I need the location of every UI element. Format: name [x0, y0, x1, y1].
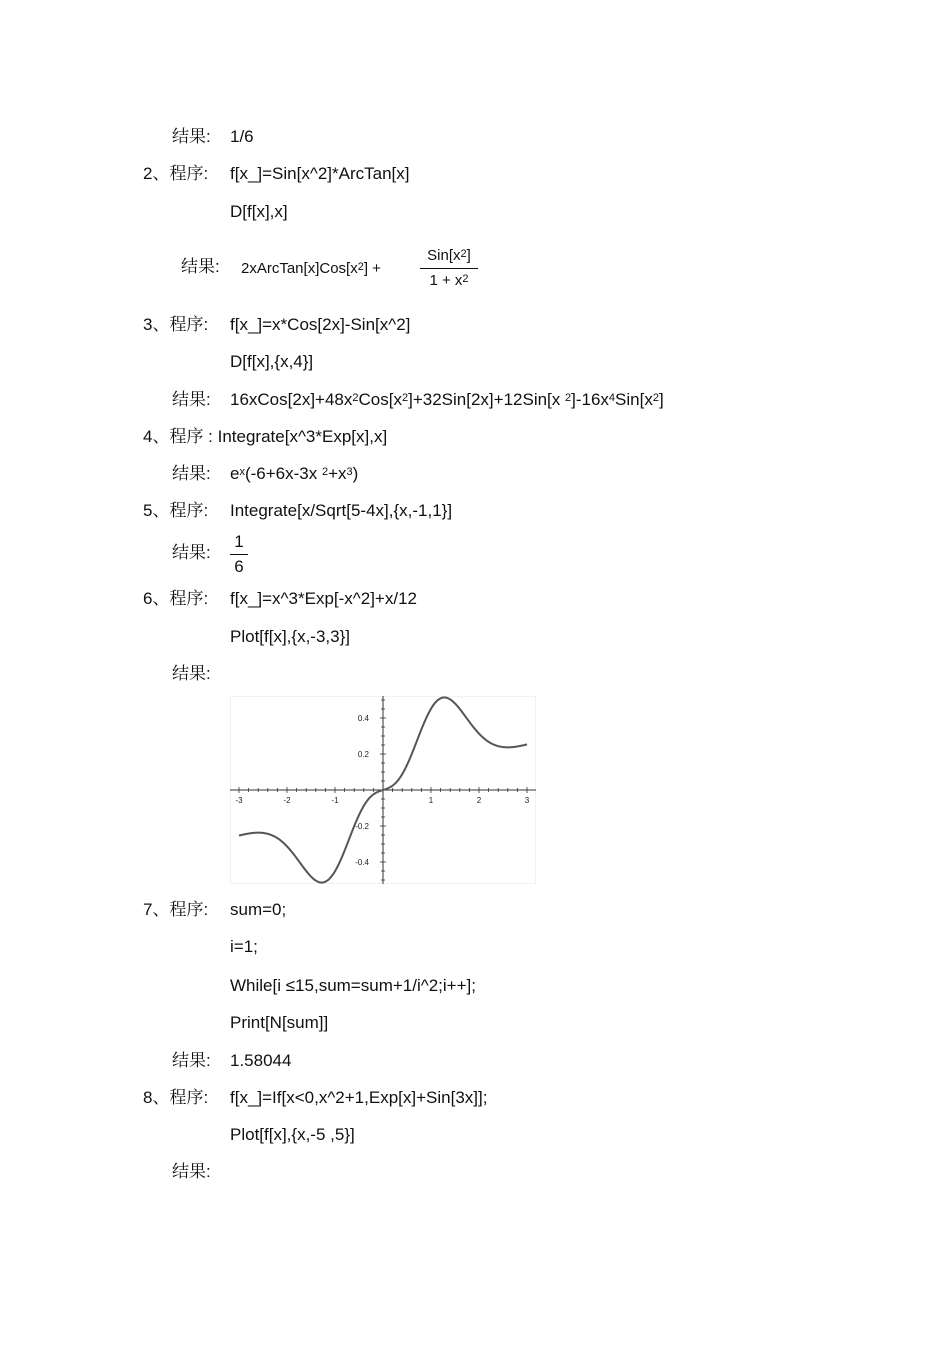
code-line: f[x_]=x^3*Exp[-x^2]+x/12: [230, 589, 417, 608]
code-line: D[f[x],{x,4}]: [230, 352, 314, 371]
y-tick-label: -0.4: [355, 858, 369, 867]
code-line: Print[N[sum]]: [230, 1013, 329, 1032]
code-line: f[x_]=Sin[x^2]*ArcTan[x]: [230, 164, 410, 183]
x-tick-label: -2: [283, 796, 291, 805]
result-label: 结果:: [172, 543, 211, 562]
x-tick-label: 3: [524, 796, 530, 805]
fraction-bar: [420, 268, 478, 269]
result-value: 1/6: [230, 127, 254, 146]
result-label: 结果:: [172, 1051, 211, 1070]
program-label-8: 8、程序:: [143, 1088, 209, 1107]
x-tick-label: -3: [235, 796, 243, 805]
result-label: 结果:: [172, 664, 211, 683]
result-value: 1.58044: [230, 1051, 292, 1070]
fraction-numerator: $Sin[x^2]$: [427, 247, 471, 264]
code-line: Plot[f[x],{x,-5 ,5}]: [230, 1125, 355, 1144]
y-tick-label: -0.2: [355, 822, 369, 831]
program-label-6: 6、程序:: [143, 589, 209, 608]
x-tick-label: 2: [476, 796, 482, 805]
code-line: f[x_]=If[x<0,x^2+1,Exp[x]+Sin[3x]];: [230, 1088, 488, 1107]
code-line: D[f[x],x]: [230, 202, 288, 221]
plot-chart: [230, 696, 536, 884]
fraction-denominator: 6: [234, 557, 244, 576]
code-line: Plot[f[x],{x,-3,3}]: [230, 627, 351, 646]
y-tick-label: 0.2: [357, 750, 369, 759]
x-tick-label: -1: [331, 796, 339, 805]
result-value: $16xCos[2x]+48x^2Cos[x^2]+32Sin[2x]+12Sin[x$ $^2]-16x^4Sin[x^2]$: [230, 390, 664, 409]
result-label: 结果:: [172, 127, 211, 146]
program-label-2: 2、程序:: [143, 164, 209, 183]
code-line: i=1;: [230, 937, 258, 956]
program-label-4: 4、程序 : Integrate[x^3*Exp[x],x]: [143, 427, 388, 446]
result-label: 结果:: [172, 1162, 211, 1181]
program-label-7: 7、程序:: [143, 900, 209, 919]
result-value: $e^x(-6+6x-3x$ $^2+x^3$): [230, 464, 359, 483]
code-line: While[i ≤15,sum=sum+1/i^2;i++];: [230, 976, 476, 995]
y-tick-label: 0.4: [357, 714, 369, 723]
program-label-3: 3、程序:: [143, 315, 209, 334]
result-label: 结果:: [172, 464, 211, 483]
result-formula-left: $2xArcTan[x]Cos[x^2]$ +: [241, 260, 381, 277]
result-label: 结果:: [172, 390, 211, 409]
program-label-5: 5、程序:: [143, 501, 209, 520]
fraction-bar: [230, 554, 248, 555]
code-line: f[x_]=x*Cos[2x]-Sin[x^2]: [230, 315, 411, 334]
result-fraction: [420, 246, 478, 291]
code-line: Integrate[x/Sqrt[5-4x],{x,-1,1}]: [230, 501, 453, 520]
fraction-denominator: $1 + x^2$: [429, 272, 469, 289]
x-tick-label: 1: [428, 796, 434, 805]
result-label: 结果:: [181, 257, 220, 276]
result-fraction: [230, 532, 248, 577]
fraction-numerator: 1: [234, 532, 244, 551]
code-line: sum=0;: [230, 900, 287, 919]
